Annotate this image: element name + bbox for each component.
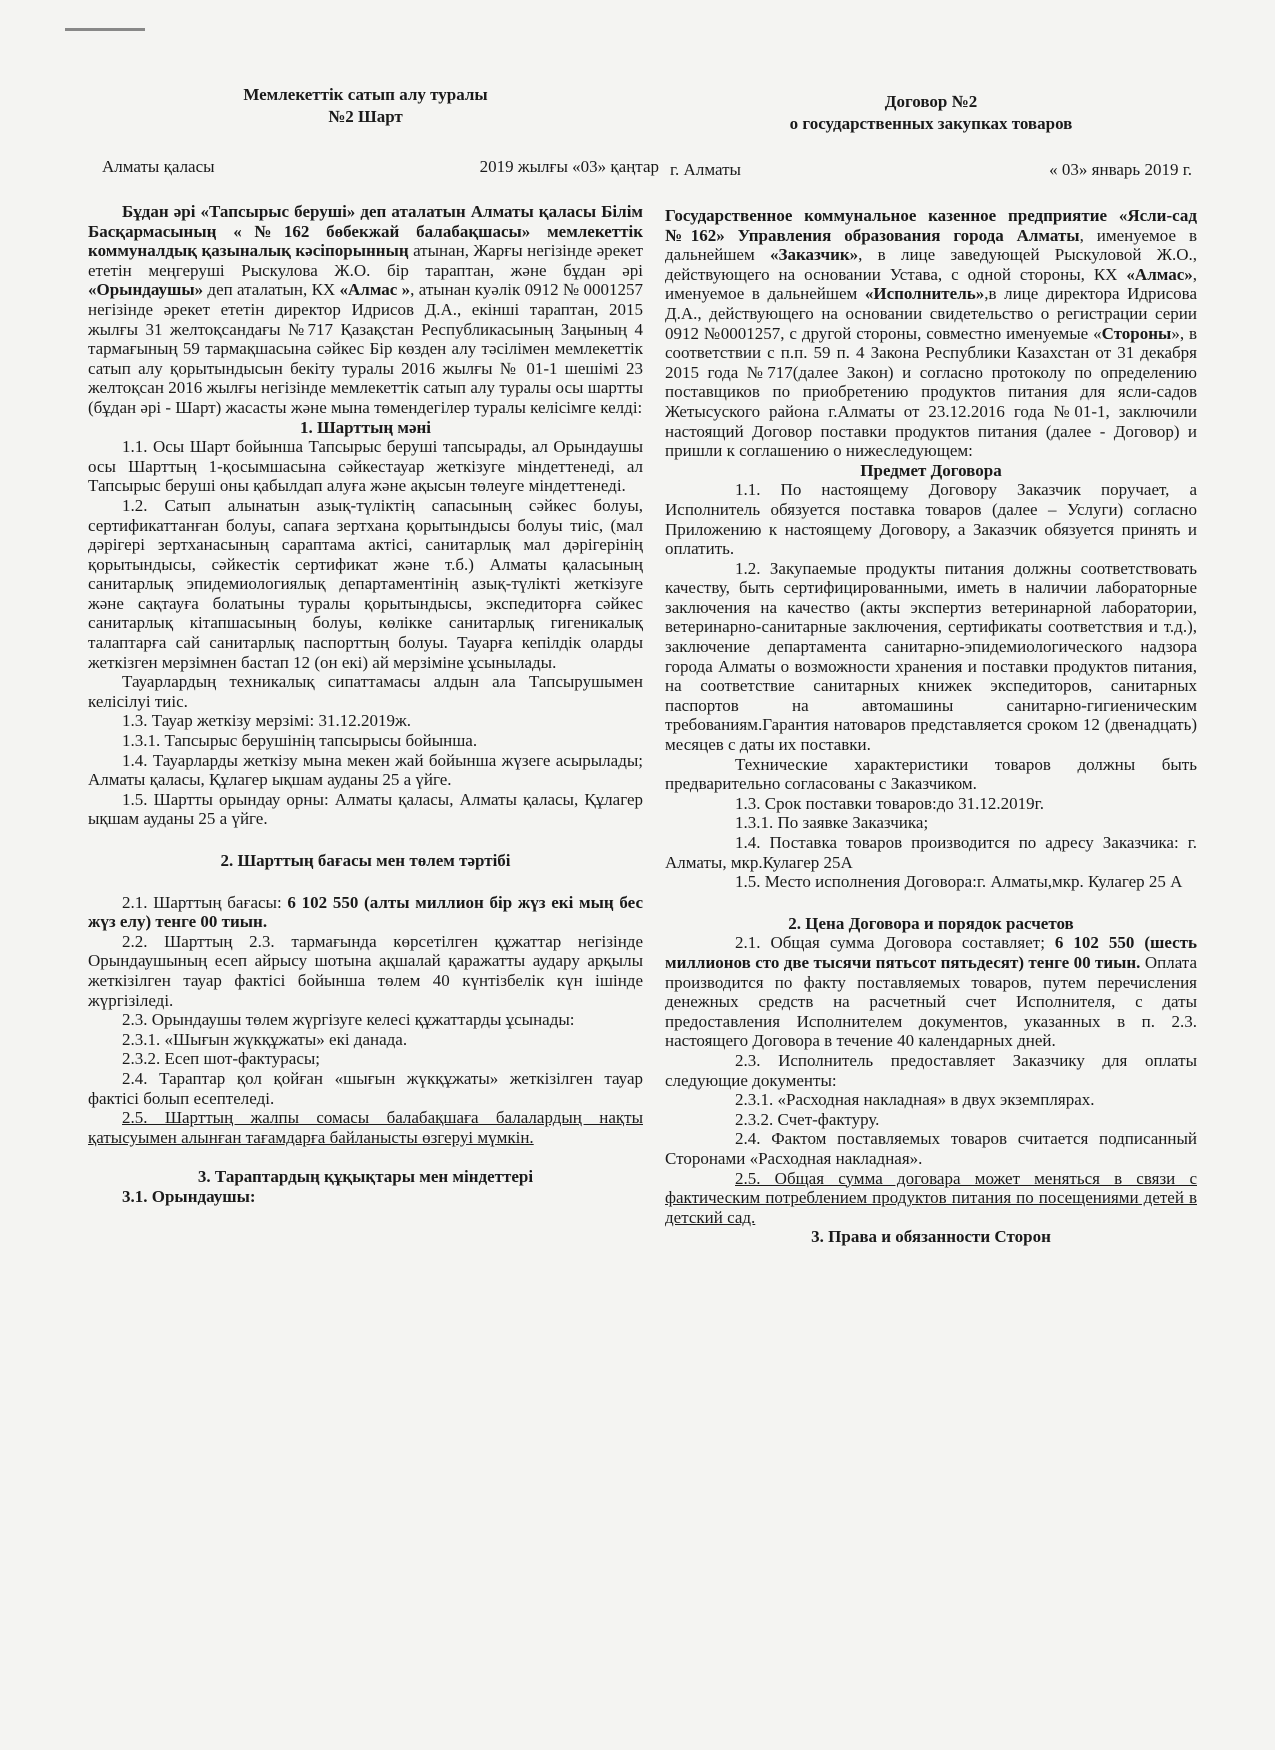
kz-section2-title: 2. Шарттың бағасы мен төлем тәртібі bbox=[220, 851, 511, 870]
ru-clause-2-3-2: 2.3.2. Счет-фактуру. bbox=[735, 1109, 880, 1129]
kz-section3-title: 3. Тараптардың құқықтары мен міндеттері bbox=[197, 1167, 534, 1187]
kz-clause-1-4: 1.4. Тауарларды жеткізу мына мекен жай бойынша жүзеге асырылады; Алматы қаласы, Құлагер ықшам ауданы 25 а үйге. bbox=[88, 750, 643, 790]
kz-clause-2-5: 2.5. Шарттың жалпы сомасы балабақшаға балалардың нақты қатысуымен алынған тағамдарға байланысты өзгеруі мүмкін. bbox=[88, 1108, 643, 1147]
ru-clause-1-5: 1.5. Место исполнения Договора:г. Алматы,мкр. Кулагер 25 А bbox=[735, 872, 1183, 892]
ru-intro: Государственное коммунальное казенное предприятие «Ясли-сад №162» Управления образования города Алматы, именуемое в дальнейшем «Заказчик», в лице заведующей Рыскуловой Ж.О., действующего на основании Устава, с одной стороны, КХ «Алмас», именуемое в дальнейшем «Исполнитель»,в лице директора Идрисова Д.А., действующего на основании свидетельство о регистрации серии 0912 №0001257, с другой стороны, совместно именуемые «Стороны», в соответствии с п.п. 59 п. 4 Закона Республики Казахстан от 31 декабря 2015 года №717(далее Закон) и согласно протоколу по определению поставщиков по приобретению продуктов питания для ясли-садов Жетысуского района г.Алматы от 23.12.2016 года №01-1, заключили настоящий Договор поставки продуктов питания (далее - Договор) и пришли к соглашению о нижеследующем: bbox=[665, 206, 1197, 461]
ru-city: г. Алматы bbox=[670, 160, 741, 179]
ru-clause-1-3: 1.3. Срок поставки товаров:до 31.12.2019г. bbox=[735, 793, 1044, 813]
kz-clause-2-2: 2.2. Шарттың 2.3. тармағында көрсетілген құжаттар негізінде Орындаушының есеп айрысу шотына ақшалай қаражатты аудару арқылы жеткізілген тауар фактісі бойынша төлем 40 күнтізбелік күн ішінде жүргізіледі. bbox=[88, 931, 643, 1010]
scan-artifact-line bbox=[65, 28, 145, 31]
kz-clause-3-1: 3.1. Орындаушы: bbox=[122, 1186, 256, 1206]
ru-clause-2-5: 2.5. Общая сумма договара может меняться в связи с фактическим потреблением продуктов питания по посещениями детей в детский сад. bbox=[665, 1168, 1197, 1227]
kz-title-line2: №2 Шарт bbox=[328, 107, 403, 126]
kz-intro: Бұдан әрі «Тапсырыс беруші» деп аталатын Алматы қаласы Білім Басқармасының «№162 бөбекжай балабақшасы» мемлекеттік коммуналдық қазыналық кәсіпорынның атынан, Жарғы негізінде әрекет ететін меңгеруші Рыскулова Ж.О. бір тараптан, және бұдан әрі «Орындаушы» деп аталатын, КХ «Алмас », атынан куәлік 0912 № 0001257 негізінде әрекет ететін директор Идрисов Д.А., екінші тараптан, 2015 жылғы 31 желтоқсандағы №717 Қазақстан Республикасының Заңының 4 тармағының 59 тармақшасына сәйкес Бір көзден алу тәсілімен мемлекеттік сатып алу қорытындысын бекіту туралы 2016 жылғы № 01-1 шешімі 23 желтоқсан 2016 жылғы негізінде мемлекеттік сатып алу туралы осы шартты (бұдан әрі - Шарт) жасасты және мына төмендегілер туралы келісімге келді: bbox=[88, 202, 643, 417]
kz-clause-2-3-2: 2.3.2. Есеп шот-фактурасы; bbox=[122, 1049, 321, 1069]
ru-section2-title: 2. Цена Договора и порядок расчетов bbox=[788, 913, 1074, 933]
kz-title-line1: Мемлекеттік сатып алу туралы bbox=[243, 85, 488, 104]
kz-clause-1-2: 1.2. Сатып алынатын азық-түліктің сапасының сәйкес болуы, сертификаттанған болуы, сапаға зертхана қорытындысы болуы тиіс, (мал дәрігері зертханасының сараптама актісі, санитарлық мал дәрігерінің қорытындысы, сәйкестік сертификат және т.б.) Алматы қаласының санитарлық эпидемиологиялық департаментінің азық-түлікті жеткізуге және сақтауға болатыны туралы қорытындысы, экспедиторға сәйкес санитарлық кітапшасының болуы, көлікке санитарлық гигеникалық талаптарға сай санитарлық паспорттың болуы. Тауарға кепілдік оларды жеткізген мерзімнен бастап 12 (он екі) ай мерзіміне ұсынылады. bbox=[88, 495, 643, 672]
kz-clause-2-3: 2.3. Орындаушы төлем жүргізуге келесі құжаттарды ұсынады: bbox=[122, 1010, 575, 1030]
kz-clause-1-5: 1.5. Шартты орындау орны: Алматы қаласы, Алматы қаласы, Құлагер ықшам ауданы 25 а үйге. bbox=[88, 789, 643, 829]
ru-title-line2: о государственных закупках товаров bbox=[789, 114, 1073, 133]
ru-clause-2-4: 2.4. Фактом поставляемых товаров считается подписанный Сторонами «Расходная накладная». bbox=[665, 1129, 1197, 1168]
kz-clause-1-1: 1.1. Осы Шарт бойынша Тапсырыс беруші тапсырады, ал Орындаушы осы Шарттың 1-қосымшасына сәйкестауар жеткізуге міндеттенеді, ал Тапсырыс беруші оны қабылдап алуға және ақысын төлеуге міндеттенеді. bbox=[88, 437, 643, 496]
ru-clause-2-1: 2.1. Общая сумма Договора составляет; 6 102 550 (шесть миллионов сто две тысячи пятьсот пятьдесят) тенге 00 тиын. Оплата производится по факту поставляемых товаров, путем перечисления денежных средств на расчетный счет Исполнителя, с даты предоставления Исполнителем документов, указанных в п. 2.3. настоящего Договора в течение 40 календарных дней. bbox=[665, 933, 1198, 1051]
ru-clause-1-2b: Технические характеристики товаров должны быть предварительно согласованы с Заказчиком. bbox=[665, 754, 1197, 794]
kz-clause-2-1: 2.1. Шарттың бағасы: 6 102 550 (алты миллион бір жүз екі мың бес жүз елу) тенге 00 тиын. bbox=[88, 892, 643, 932]
ru-section3-title: 3. Права и обязанности Сторон bbox=[811, 1227, 1051, 1247]
kz-body bbox=[88, 202, 643, 1207]
ru-title bbox=[665, 91, 1197, 135]
ru-clause-1-3-1: 1.3.1. По заявке Заказчика; bbox=[735, 813, 929, 833]
kz-clause-2-4: 2.4. Тараптар қол қойған «шығын жүкқұжаты» жеткізілген тауар фактісі болып есептеледі. bbox=[88, 1068, 643, 1108]
ru-clause-1-2: 1.2. Закупаемые продукты питания должны соответствовать качеству, быть сертифицированными, иметь в наличии лабораторные заключения на качество (акты экспертиз ветеринарной лаборатории, ветеринарно-санитарные заключения, сертификаты соответствия и т.д.), заключение департамента санитарно-эпидемиологического надзора города Алматы о возможности хранения и поставки продуктов питания, на соответствие санитарных книжек экспедиторов, санитарных паспортов на автомашины санитарно-гигиеническим требованиям.Гарантия натоваров представляется сроком 12 (двенадцать) месяцев с даты их поставки. bbox=[665, 558, 1197, 755]
ru-clause-1-4: 1.4. Поставка товаров производится по адресу Заказчика: г. Алматы, мкр.Кулагер 25А bbox=[665, 833, 1197, 872]
kz-city: Алматы қаласы bbox=[102, 157, 215, 176]
kz-clause-2-3-1: 2.3.1. «Шығын жүкқұжаты» екі данада. bbox=[122, 1029, 408, 1049]
ru-clause-1-1: 1.1. По настоящему Договору Заказчик поручает, а Исполнитель обязуется поставка товаров (далее – Услуги) согласно Приложению к настоящему Договору, а Заказчик обязуется принять и оплатить. bbox=[665, 480, 1197, 559]
ru-body bbox=[665, 206, 1197, 1247]
ru-title-line1: Договор №2 bbox=[884, 92, 978, 111]
kz-title bbox=[88, 84, 643, 128]
kz-clause-1-3: 1.3. Тауар жеткізу мерзімі: 31.12.2019ж. bbox=[122, 711, 411, 731]
kz-section1-title: 1. Шарттың мәні bbox=[299, 417, 432, 437]
ru-clause-2-3-1: 2.3.1. «Расходная накладная» в двух экземплярах. bbox=[735, 1090, 1095, 1110]
kz-clause-1-3-1: 1.3.1. Тапсырыс берушінің тапсырысы бойынша. bbox=[122, 731, 478, 751]
ru-section1-title: Предмет Договора bbox=[860, 460, 1002, 480]
ru-date: « 03» январь 2019 г. bbox=[1049, 160, 1192, 179]
kz-date: 2019 жылғы «03» қаңтар bbox=[479, 157, 659, 176]
kz-clause-1-2b: Тауарлардың техникалық сипаттамасы алдын ала Тапсырушымен келісілуі тиіс. bbox=[88, 672, 643, 711]
ru-clause-2-3: 2.3. Исполнитель предоставляет Заказчику для оплаты следующие документы: bbox=[665, 1050, 1197, 1090]
